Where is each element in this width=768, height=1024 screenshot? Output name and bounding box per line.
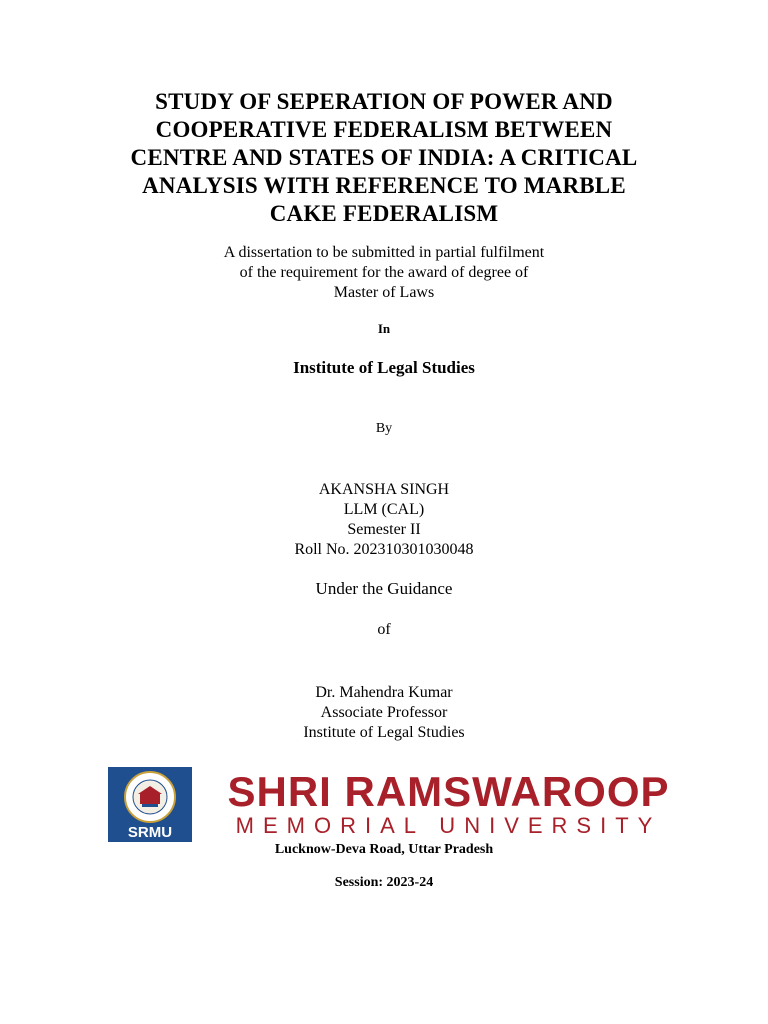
student-details [0,480,768,560]
of-label: of [377,621,391,638]
guide-designation: Associate Professor [320,704,448,721]
by-label: By [375,421,393,436]
in-label: In [377,321,391,336]
title-line: CENTRE AND STATES OF INDIA: A CRITICAL [130,145,638,170]
subtitle-line: of the requirement for the award of degree of [239,264,529,281]
student-name: AKANSHA SINGH [318,481,450,498]
seal-emblem-text: SRMU [127,824,173,841]
title-line: ANALYSIS WITH REFERENCE TO MARBLE [142,173,626,198]
dissertation-subtitle [0,243,768,303]
university-seal-icon [108,767,192,842]
guide-name: Dr. Mahendra Kumar [315,684,453,701]
guide-details [0,683,768,743]
title-line: STUDY OF SEPERATION OF POWER AND [155,89,613,114]
university-subname: MEMORIAL UNIVERSITY [235,813,662,838]
university-logo [197,767,700,842]
university-name: SHRI RAMSWAROOP [227,768,670,815]
student-roll-number: Roll No. 202310301030048 [294,541,474,558]
institute-name: Institute of Legal Studies [293,358,475,377]
subtitle-line: A dissertation to be submitted in partial fulfilment [223,244,545,261]
university-address: Lucknow-Deva Road, Uttar Pradesh [274,842,494,857]
subtitle-line: Master of Laws [333,284,435,301]
title-line: CAKE FEDERALISM [269,201,499,226]
dissertation-title [0,88,768,228]
student-course: LLM (CAL) [343,501,425,518]
guide-institute: Institute of Legal Studies [303,724,465,741]
student-semester: Semester II [347,521,421,538]
title-line: COOPERATIVE FEDERALISM BETWEEN [155,117,613,142]
session-label: Session: 2023-24 [334,875,434,890]
guidance-label: Under the Guidance [315,579,453,598]
